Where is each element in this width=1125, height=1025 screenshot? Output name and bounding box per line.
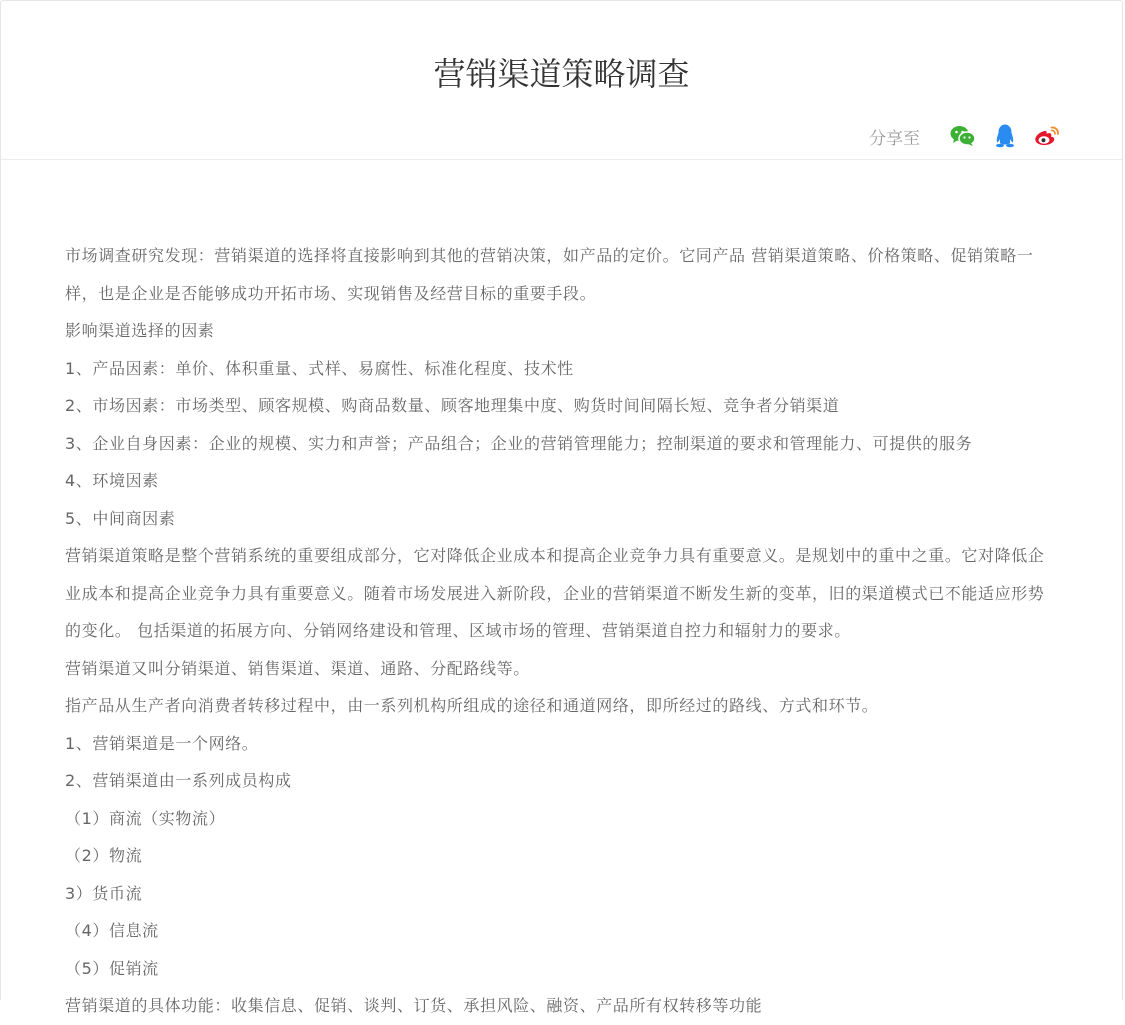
- paragraph: 3）货币流: [65, 883, 143, 903]
- qq-icon[interactable]: [992, 123, 1018, 149]
- paragraph: 4、环境因素: [65, 471, 159, 490]
- article-header: [1, 1, 1122, 160]
- paragraph: （4）信息流: [65, 921, 159, 940]
- paragraph: 营销渠道的具体功能：收集信息、促销、谈判、订货、承担风险、融资、产品所有权转移等功能: [65, 996, 763, 1015]
- paragraph: （2）物流: [65, 846, 143, 865]
- paragraph: （1）商流（实物流）: [65, 808, 226, 828]
- paragraph: 影响渠道选择的因素: [65, 321, 215, 340]
- paragraph: 营销渠道又叫分销渠道、销售渠道、渠道、通路、分配路线等。: [65, 658, 530, 678]
- paragraph: 营销渠道策略是整个营销系统的重要组成部分，它对降低企业成本和提高企业竞争力具有重要意义。是规划中的重中之重。它对降低企业成本和提高企业竞争力具有重要意义。随着市场发展进入新阶段，企业的营销渠道不断发生新的变革，旧的渠道模式已不能适应形势的变化。 包括渠道的拓展方向、分销网络建设和管理、区域市场的管理、营销渠道自控力和辐射力的要求。: [65, 546, 1045, 640]
- paragraph: （5）促销流: [65, 958, 159, 978]
- page-title: 营销渠道策略调查: [433, 55, 690, 93]
- share-label: 分享至: [869, 128, 920, 149]
- weibo-icon[interactable]: [1034, 123, 1060, 149]
- paragraph: 3、企业自身因素：企业的规模、实力和声誉；产品组合；企业的营销管理能力；控制渠道的要求和管理能力、可提供的服务: [65, 433, 973, 453]
- share-bar: [869, 121, 1060, 151]
- article-body: [65, 237, 1058, 1025]
- paragraph: 1、营销渠道是一个网络。: [65, 733, 259, 753]
- paragraph: 1、产品因素：单价、体积重量、式样、易腐性、标准化程度、技术性: [65, 358, 574, 378]
- paragraph: 市场调查研究发现：营销渠道的选择将直接影响到其他的营销决策，如产品的定价。它同产品 营销渠道策略、价格策略、促销策略一样，也是企业是否能够成功开拓市场、实现销售及经营目标的重要手段。: [65, 246, 1034, 303]
- paragraph: 5、中间商因素: [65, 508, 176, 528]
- paragraph: 2、市场因素：市场类型、顾客规模、购商品数量、顾客地理集中度、购货时间间隔长短、竞争者分销渠道: [65, 396, 840, 415]
- paragraph: 指产品从生产者向消费者转移过程中，由一系列机构所组成的途径和通道网络，即所经过的路线、方式和环节。: [65, 696, 879, 715]
- paragraph: 2、营销渠道由一系列成员构成: [65, 771, 292, 790]
- wechat-icon[interactable]: [950, 123, 976, 149]
